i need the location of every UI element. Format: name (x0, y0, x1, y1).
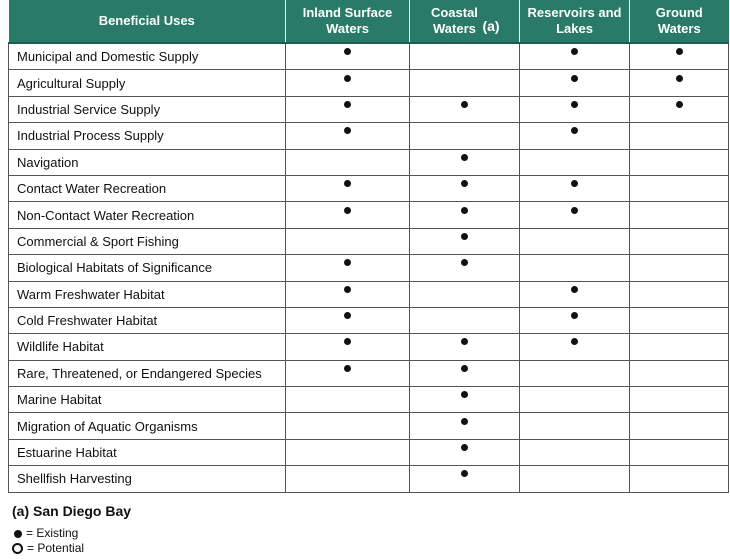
cell-ground (630, 149, 729, 175)
existing-dot-icon (461, 418, 468, 425)
existing-dot-icon (344, 101, 351, 108)
table-row (9, 360, 729, 386)
existing-dot-icon (344, 259, 351, 266)
table-header-row (9, 0, 729, 43)
existing-dot-icon (344, 338, 351, 345)
cell-reservoirs (520, 439, 630, 465)
cell-coastal (410, 43, 520, 70)
table-row (9, 439, 729, 465)
cell-reservoirs (520, 175, 630, 201)
header-ground-waters: Ground Waters (630, 0, 729, 43)
table-row (9, 202, 729, 228)
existing-dot-icon (461, 365, 468, 372)
existing-dot-icon (461, 444, 468, 451)
existing-dot-icon (676, 48, 683, 55)
existing-dot-icon (344, 312, 351, 319)
cell-reservoirs (520, 360, 630, 386)
cell-inland (286, 413, 410, 439)
cell-inland (286, 202, 410, 228)
cell-inland (286, 387, 410, 413)
cell-inland (286, 281, 410, 307)
cell-coastal (410, 466, 520, 492)
cell-reservoirs (520, 334, 630, 360)
beneficial-use-label: Wildlife Habitat (9, 334, 286, 360)
table-row (9, 149, 729, 175)
cell-reservoirs (520, 255, 630, 281)
table-row (9, 96, 729, 122)
beneficial-use-label: Industrial Service Supply (9, 96, 286, 122)
cell-reservoirs (520, 387, 630, 413)
beneficial-use-label: Agricultural Supply (9, 70, 286, 96)
existing-dot-icon (344, 286, 351, 293)
cell-reservoirs (520, 43, 630, 70)
cell-coastal (410, 255, 520, 281)
existing-dot-icon (461, 154, 468, 161)
cell-ground (630, 307, 729, 333)
beneficial-use-label: Commercial & Sport Fishing (9, 228, 286, 254)
cell-reservoirs (520, 466, 630, 492)
cell-ground (630, 281, 729, 307)
cell-ground (630, 387, 729, 413)
footnote-marker-a: (a) (482, 18, 500, 34)
existing-dot-icon (344, 180, 351, 187)
cell-ground (630, 228, 729, 254)
existing-dot-icon (571, 312, 578, 319)
cell-reservoirs (520, 202, 630, 228)
table-body (9, 43, 729, 492)
cell-reservoirs (520, 228, 630, 254)
existing-dot-icon (571, 48, 578, 55)
cell-reservoirs (520, 149, 630, 175)
cell-coastal (410, 70, 520, 96)
existing-dot-icon (461, 470, 468, 477)
cell-coastal (410, 334, 520, 360)
table-row (9, 123, 729, 149)
cell-coastal (410, 413, 520, 439)
existing-dot-icon (571, 286, 578, 293)
legend-existing-label: = Existing (26, 526, 79, 540)
beneficial-uses-table (8, 0, 729, 493)
table-row (9, 281, 729, 307)
beneficial-use-label: Industrial Process Supply (9, 123, 286, 149)
cell-inland (286, 334, 410, 360)
existing-dot-icon (571, 207, 578, 214)
legend-potential-label: = Potential (27, 541, 85, 555)
cell-ground (630, 43, 729, 70)
cell-ground (630, 255, 729, 281)
table-row (9, 255, 729, 281)
cell-inland (286, 255, 410, 281)
cell-inland (286, 466, 410, 492)
legend (12, 526, 84, 556)
cell-coastal (410, 123, 520, 149)
cell-ground (630, 175, 729, 201)
beneficial-use-label: Rare, Threatened, or Endangered Species (9, 360, 286, 386)
existing-dot-icon (676, 101, 683, 108)
table-row (9, 466, 729, 492)
cell-coastal (410, 175, 520, 201)
beneficial-use-label: Migration of Aquatic Organisms (9, 413, 286, 439)
header-coastal-waters (410, 0, 520, 43)
cell-coastal (410, 281, 520, 307)
existing-dot-icon (571, 75, 578, 82)
table-row (9, 334, 729, 360)
beneficial-use-label: Biological Habitats of Significance (9, 255, 286, 281)
existing-dot-icon (461, 391, 468, 398)
existing-dot-icon (461, 180, 468, 187)
existing-dot-icon (571, 338, 578, 345)
table-row (9, 70, 729, 96)
cell-inland (286, 307, 410, 333)
beneficial-use-label: Non-Contact Water Recreation (9, 202, 286, 228)
cell-inland (286, 228, 410, 254)
cell-coastal (410, 202, 520, 228)
cell-inland (286, 123, 410, 149)
footnote: (a) San Diego Bay (12, 503, 132, 519)
beneficial-use-label: Warm Freshwater Habitat (9, 281, 286, 307)
cell-ground (630, 360, 729, 386)
table-row (9, 413, 729, 439)
cell-coastal (410, 228, 520, 254)
header-reservoirs-and-lakes: Reservoirs and Lakes (520, 0, 630, 43)
cell-inland (286, 70, 410, 96)
cell-reservoirs (520, 96, 630, 122)
existing-dot-icon (461, 233, 468, 240)
cell-reservoirs (520, 281, 630, 307)
existing-dot-icon (571, 180, 578, 187)
existing-dot-icon (344, 48, 351, 55)
table-row (9, 175, 729, 201)
beneficial-use-label: Navigation (9, 149, 286, 175)
existing-dot-icon (461, 101, 468, 108)
beneficial-use-label: Estuarine Habitat (9, 439, 286, 465)
existing-dot-icon (344, 75, 351, 82)
filled-circle-icon (14, 530, 22, 538)
existing-dot-icon (344, 127, 351, 134)
existing-dot-icon (461, 207, 468, 214)
header-coastal-label: Coastal Waters (430, 5, 478, 36)
cell-ground (630, 70, 729, 96)
cell-ground (630, 123, 729, 149)
table-row (9, 307, 729, 333)
existing-dot-icon (676, 75, 683, 82)
table-row (9, 43, 729, 70)
cell-ground (630, 413, 729, 439)
beneficial-use-label: Cold Freshwater Habitat (9, 307, 286, 333)
cell-coastal (410, 439, 520, 465)
cell-coastal (410, 307, 520, 333)
existing-dot-icon (461, 338, 468, 345)
cell-ground (630, 334, 729, 360)
header-inland-surface-waters: Inland Surface Waters (286, 0, 410, 43)
beneficial-use-label: Municipal and Domestic Supply (9, 43, 286, 70)
cell-ground (630, 439, 729, 465)
cell-ground (630, 202, 729, 228)
cell-reservoirs (520, 307, 630, 333)
cell-coastal (410, 96, 520, 122)
existing-dot-icon (344, 207, 351, 214)
cell-inland (286, 149, 410, 175)
cell-coastal (410, 387, 520, 413)
open-circle-icon (12, 543, 23, 554)
beneficial-use-label: Shellfish Harvesting (9, 466, 286, 492)
legend-existing (12, 526, 84, 541)
table-row (9, 387, 729, 413)
header-beneficial-uses: Beneficial Uses (9, 0, 286, 43)
cell-inland (286, 43, 410, 70)
cell-ground (630, 96, 729, 122)
cell-reservoirs (520, 413, 630, 439)
cell-ground (630, 466, 729, 492)
legend-potential (12, 541, 84, 556)
beneficial-use-label: Contact Water Recreation (9, 175, 286, 201)
cell-reservoirs (520, 70, 630, 96)
existing-dot-icon (344, 365, 351, 372)
cell-coastal (410, 149, 520, 175)
cell-inland (286, 360, 410, 386)
cell-coastal (410, 360, 520, 386)
cell-inland (286, 175, 410, 201)
existing-dot-icon (461, 259, 468, 266)
cell-reservoirs (520, 123, 630, 149)
existing-dot-icon (571, 127, 578, 134)
cell-inland (286, 439, 410, 465)
beneficial-use-label: Marine Habitat (9, 387, 286, 413)
cell-inland (286, 96, 410, 122)
existing-dot-icon (571, 101, 578, 108)
table-row (9, 228, 729, 254)
